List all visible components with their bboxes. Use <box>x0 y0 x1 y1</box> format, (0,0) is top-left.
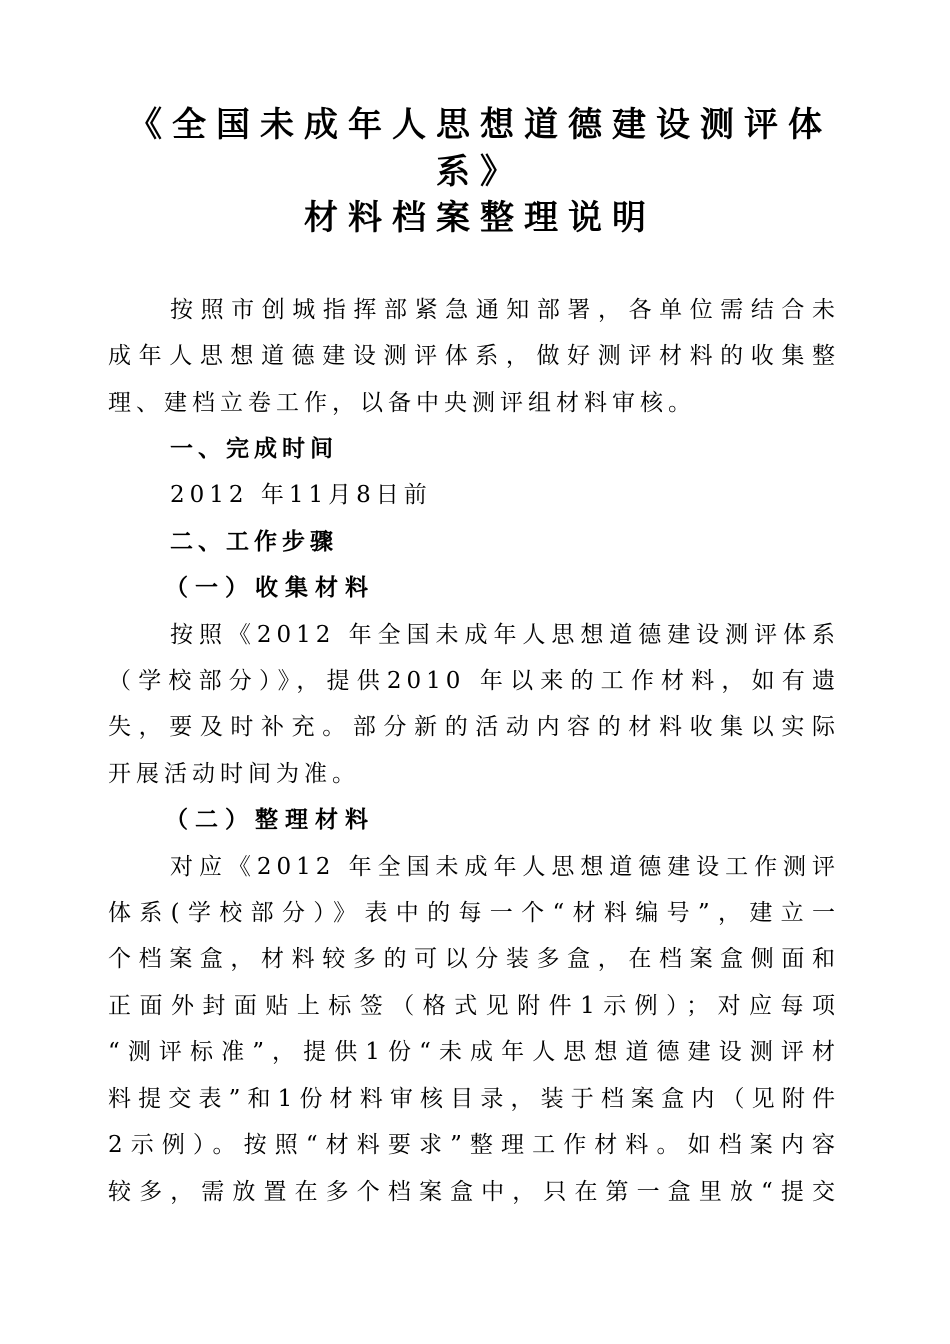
sub2-heading: （二）整理材料 <box>165 806 375 834</box>
section2-heading: 二、工作步骤 <box>170 527 338 555</box>
intro-line-1: 按照市创城指挥部紧急通知部署，各单位需结合未 <box>170 296 840 323</box>
sub2-line-5: “测评标准”，提供1份“未成年人思想道德建设测评材 <box>108 1039 840 1066</box>
sub1-line-1: 按照《2012 年全国未成年人思想道德建设测评体系 <box>170 621 840 648</box>
title-line-3: 材料档案整理说明 <box>304 198 656 238</box>
sub1-heading: （一）收集材料 <box>165 574 375 602</box>
section1-text: 2012 年11月8日前 <box>170 482 432 509</box>
title-line-2: 系》 <box>436 151 524 192</box>
sub1-line-4: 开展活动时间为准。 <box>108 760 360 787</box>
intro-line-2: 成年人思想道德建设测评体系，做好测评材料的收集整 <box>108 343 840 370</box>
sub1-line-3: 失，要及时补充。部分新的活动内容的材料收集以实际 <box>108 714 840 741</box>
sub2-line-1: 对应《2012 年全国未成年人思想道德建设工作测评 <box>170 853 840 880</box>
sub2-line-2: 体系(学校部分）》表中的每一个“材料编号”，建立一 <box>108 900 840 927</box>
section1-heading: 一、完成时间 <box>170 435 338 463</box>
sub1-line-2: （学校部分）》，提供2010 年以来的工作材料，如有遗 <box>108 668 840 695</box>
sub2-line-4: 正面外封面贴上标签（格式见附件1示例）；对应每项 <box>108 992 840 1019</box>
title-line-1: 《全国未成年人思想道德建设测评体 <box>128 105 832 145</box>
sub2-line-7: 2示例）。按照“材料要求”整理工作材料。如档案内容 <box>108 1132 840 1159</box>
document-body <box>108 287 840 1215</box>
intro-line-3: 理、建档立卷工作，以备中央测评组材料审核。 <box>108 389 696 416</box>
sub2-line-6: 料提交表”和1份材料审核目录，装于档案盒内（见附件 <box>108 1085 840 1112</box>
document-title <box>0 102 950 242</box>
sub2-line-8: 较多，需放置在多个档案盒中，只在第一盒里放“提交 <box>108 1178 840 1205</box>
sub2-line-3: 个档案盒，材料较多的可以分装多盒，在档案盒侧面和 <box>108 946 840 973</box>
